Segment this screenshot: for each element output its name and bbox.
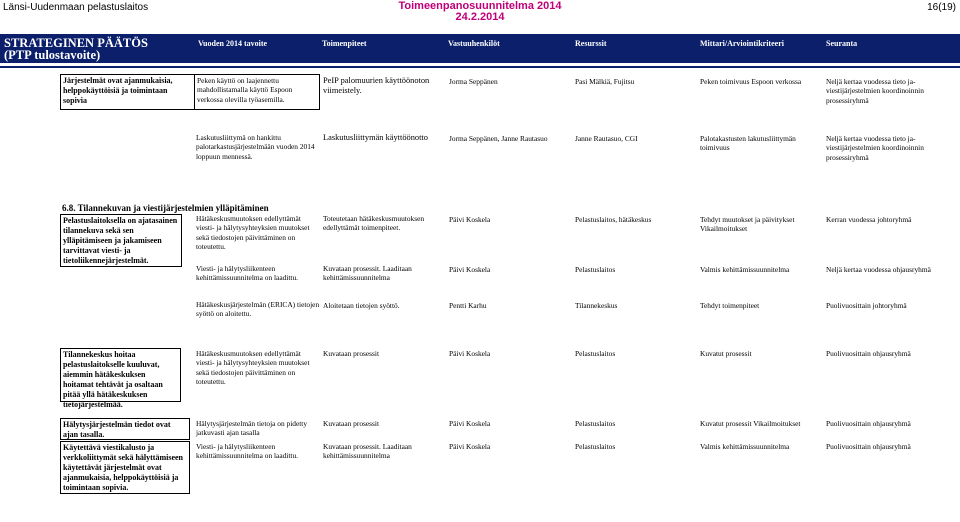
goal-cell: Pelastuslaitoksella on ajatasainen tilannekuva sekä sen ylläpitämiseen ja jakamiseen tarvittavat viesti- ja tietoliikennejärjestelmät. xyxy=(60,214,182,267)
document-date: 24.2.2014 xyxy=(455,11,505,23)
vastuu-cell: Päivi Koskela xyxy=(449,215,491,224)
column-header-resurssit: Resurssit xyxy=(575,39,607,48)
resurssit-cell: Pelastuslaitos xyxy=(575,442,616,451)
section-title: 6.8. Tilannekuvan ja viestijärjestelmien ylläpitäminen xyxy=(62,203,269,213)
tavoite-cell: Viesti- ja hälytysliikenteen kehittämissuunnitelma on laadittu. xyxy=(196,264,299,283)
table-header xyxy=(0,34,960,63)
toimenpiteet-cell: Kuvataan prosessit xyxy=(323,349,380,358)
header-title xyxy=(4,37,148,61)
toimenpiteet-cell: Kuvataan prosessit xyxy=(323,419,380,428)
column-header-toimenpiteet: Toimenpiteet xyxy=(322,39,367,48)
organization-name: Länsi-Uudenmaan pelastuslaitos xyxy=(3,2,149,13)
mittari-cell: Peken toimivuus Espoon verkossa xyxy=(700,77,802,86)
seuranta-cell: Puolivuosittain johtoryhmä xyxy=(826,301,907,310)
resurssit-cell: Pelastuslaitos xyxy=(575,419,616,428)
mittari-cell: Tehdyt muutokset ja päivitykset Vikailmoitukset xyxy=(700,215,795,234)
resurssit-cell: Pelastuslaitos xyxy=(575,349,616,358)
mittari-cell: Kuvatut prosessit Vikailmoitukset xyxy=(700,419,801,428)
seuranta-cell: Neljä kertaa vuodessa tieto ja-viestijärjestelmien koordinoinnin prosessiryhmä xyxy=(826,134,924,162)
goal-cell: Järjestelmät ovat ajanmukaisia, helppokäyttöisiä ja toimintaan sopivia xyxy=(60,74,195,110)
tavoite-cell: Hätäkeskusmuutoksen edellyttämät viesti- ja hälytysyhteyksien muutokset sekä tiedostojen päivittäminen on toteutettu. xyxy=(196,214,310,252)
vastuu-cell: Jorma Seppänen, Janne Rautasuo xyxy=(449,134,548,143)
mittari-cell: Palotakastusten lakutusliittymän toimivuus xyxy=(700,134,796,153)
header-title-line2: (PTP tulostavoite) xyxy=(4,48,101,62)
toimenpiteet-cell: Kuvataan prosessit. Laaditaan kehittämissuunnitelma xyxy=(323,264,412,283)
resurssit-cell: Pelastuslaitos xyxy=(575,265,616,274)
tavoite-cell: Hätäkeskusmuutoksen edellyttämät viesti- ja hälytysyhteyksien muutokset sekä tiedostojen päivittäminen on toteutettu. xyxy=(196,349,310,387)
goal-cell: Tilannekeskus hoitaa pelastuslaitokselle kuuluvat, aiemmin hätäkeskuksen hoitamat tehtävät ja osaltaan pitää yllä hätäkeskuksen tietojärjestelmää. xyxy=(60,348,181,402)
resurssit-cell: Tilannekeskus xyxy=(575,301,618,310)
column-header-seuranta: Seuranta xyxy=(826,39,858,48)
goal-cell: Hälytysjärjestelmän tiedot ovat ajan tasalla. xyxy=(60,418,190,440)
goal-cell: Käytettävä viestikalusto ja verkkoliittymät sekä hälyttämiseen käytettävät järjestelmät ovat ajanmukaisia, helppokäyttöisiä ja toimintaan sopivia. xyxy=(60,441,190,494)
seuranta-cell: Puolivuosittain ohjausryhmä xyxy=(826,349,911,358)
vastuu-cell: Pentti Karhu xyxy=(449,301,487,310)
mittari-cell: Valmis kehittämissuunnitelma xyxy=(700,442,790,451)
mittari-cell: Kuvatut prosessit xyxy=(700,349,752,358)
page-number: 16(19) xyxy=(927,2,956,13)
column-header-tavoite: Vuoden 2014 tavoite xyxy=(198,39,268,48)
seuranta-cell: Neljä kertaa vuodessa ohjausryhmä xyxy=(826,265,931,274)
header-title-line1: STRATEGINEN PÄÄTÖS xyxy=(4,36,148,50)
page-header-bar xyxy=(0,0,960,22)
toimenpiteet-cell: Aloitetaan tietojen syöttö. xyxy=(323,301,400,310)
seuranta-cell: Puolivuosittain ohjausryhmä xyxy=(826,442,911,451)
column-header-mittari: Mittari/Arviointikriteeri xyxy=(700,39,784,48)
document-title xyxy=(0,1,960,23)
resurssit-cell: Pelastuslaitos, hätäkeskus xyxy=(575,215,652,224)
tavoite-cell: Peken käyttö on laajennettu mahdollistamalla käyttö Espoon verkossa olevilla työasemilla. xyxy=(194,74,320,110)
tavoite-cell: Hälytysjärjestelmän tietoja on pidetty jatkuvasti ajan tasalla xyxy=(196,419,308,438)
column-header-vastuuhenkilot: Vastuuhenkilöt xyxy=(448,39,500,48)
tavoite-cell: Viesti- ja hälytysliikenteen kehittämissuunnitelma on laadittu. xyxy=(196,442,299,461)
toimenpiteet-cell: PeIP palomuurien käyttöönoton viimeistely. xyxy=(323,76,430,95)
resurssit-cell: Janne Rautasuo, CGI xyxy=(575,134,638,143)
vastuu-cell: Päivi Koskela xyxy=(449,349,491,358)
vastuu-cell: Päivi Koskela xyxy=(449,419,491,428)
document-title-text: Toimeenpanosuunnitelma 2014 xyxy=(398,0,562,12)
toimenpiteet-cell: Toteutetaan hätäkeskusmuutoksen edellyttämät toimenpiteet. xyxy=(323,214,425,233)
vastuu-cell: Päivi Koskela xyxy=(449,265,491,274)
seuranta-cell: Puolivuosittain ohjausryhmä xyxy=(826,419,911,428)
header-rule xyxy=(0,66,960,68)
seuranta-cell: Neljä kertaa vuodessa tieto ja-viestijärjestelmien koordinoinnin prosessiryhmä xyxy=(826,77,924,105)
resurssit-cell: Pasi Mälkiä, Fujitsu xyxy=(575,77,635,86)
mittari-cell: Tehdyt toimenpiteet xyxy=(700,301,760,310)
toimenpiteet-cell: Laskutusliittymän käyttöönotto xyxy=(323,133,428,142)
tavoite-cell: Hätäkeskusjärjestelmän (ERICA) tietojen syöttö on aloitettu. xyxy=(196,300,320,319)
seuranta-cell: Kerran vuodessa johtoryhmä xyxy=(826,215,912,224)
mittari-cell: Valmis kehittämissuunnitelma xyxy=(700,265,790,274)
vastuu-cell: Jorma Seppänen xyxy=(449,77,498,86)
tavoite-cell: Laskutusliittymä on hankittu palotarkastusjärjestelmään vuoden 2014 loppuun mennessä. xyxy=(196,133,315,161)
vastuu-cell: Päivi Koskela xyxy=(449,442,491,451)
toimenpiteet-cell: Kuvataan prosessit. Laaditaan kehittämissuunnitelma xyxy=(323,442,412,461)
